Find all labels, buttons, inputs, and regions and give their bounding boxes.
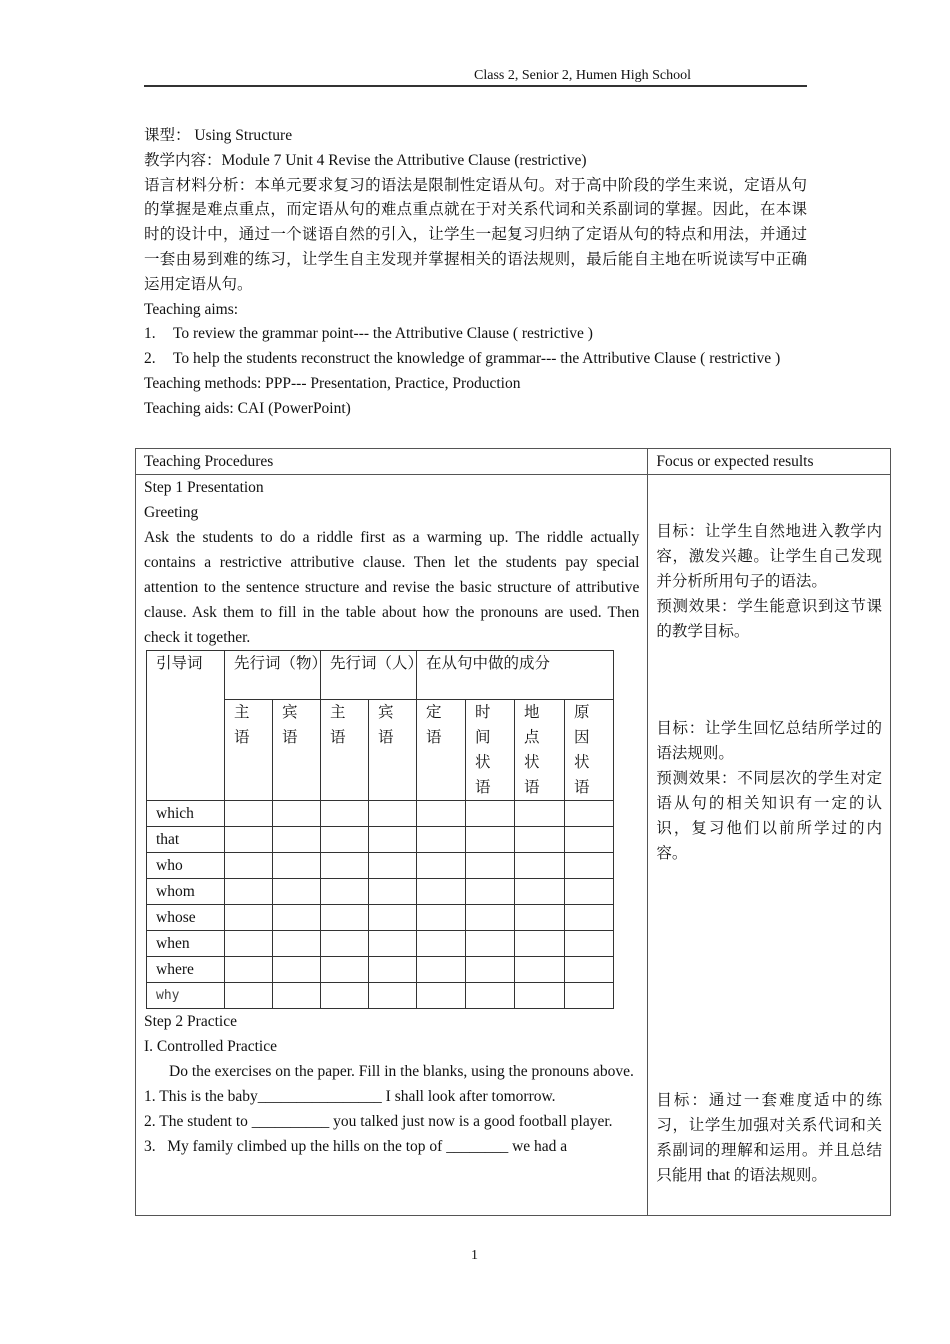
blank-cell [417, 801, 466, 827]
blank-cell [565, 879, 614, 905]
teaching-methods: Teaching methods: PPP--- Presentation, Practice, Production [144, 374, 521, 392]
blank-cell [225, 879, 273, 905]
pronoun-row [147, 905, 614, 931]
group-person: 先行词（人） [321, 651, 417, 700]
blank-cell [515, 905, 565, 931]
col-header-pronoun: 引导词 [147, 651, 225, 801]
pronoun-row [147, 853, 614, 879]
blank-cell [515, 853, 565, 879]
blank-cell [417, 827, 466, 853]
sub-time-adverbial: 时间状语 [466, 700, 515, 801]
blank-cell [417, 853, 466, 879]
blank-cell [515, 801, 565, 827]
blank-cell [369, 879, 417, 905]
blank-cell [565, 931, 614, 957]
pronoun-label: which [147, 801, 225, 827]
aim-text: To review the grammar point--- the Attributive Clause ( restrictive ) [173, 325, 593, 343]
sub-reason-adverbial: 原因状语 [565, 700, 614, 801]
blank-cell [515, 879, 565, 905]
blank-cell [321, 879, 369, 905]
header-focus: Focus or expected results [648, 449, 891, 475]
lesson-intro [144, 124, 807, 422]
blank-cell [565, 905, 614, 931]
blank-cell [515, 957, 565, 983]
blank-cell [225, 983, 273, 1009]
blank-cell [225, 827, 273, 853]
blank-cell [273, 905, 321, 931]
blank-cell [321, 983, 369, 1009]
pronoun-label: where [147, 957, 225, 983]
lesson-content: 教学内容：Module 7 Unit 4 Revise the Attributive Clause (restrictive) [144, 151, 587, 169]
focus-block-2-goal: 目标：让学生回忆总结所学过的语法规则。 [656, 720, 882, 762]
step2-title: Step 2 Practice [144, 1013, 237, 1030]
material-analysis: 语言材料分析：本单元要求复习的语法是限制性定语从句。对于高中阶段的学生来说，定语从句的掌握是难点重点，而定语从句的难点重点就在于对关系代词和关系副词的掌握。因此，在本课时的设计中，通过一个谜语自然的引入，让学生一起复习归纳了定语从句的特点和用法，并通过一套由易到难的练习，让学生自主发现并掌握相关的语法规则，最后能自主地在听说读写中正确运用定语从句。 [144, 176, 807, 293]
focus-block-2-expect: 预测效果：不同层次的学生对定语从句的相关知识有一定的认识，复习他们以前所学过的内容。 [656, 770, 882, 862]
pronoun-label: that [147, 827, 225, 853]
blank-cell [273, 957, 321, 983]
blank-cell [565, 853, 614, 879]
blank-cell [321, 931, 369, 957]
blank-cell [369, 957, 417, 983]
blank-cell [369, 905, 417, 931]
exercise-item: 3. My family climbed up the hills on the top of ________ we had a [144, 1138, 568, 1155]
blank-cell [417, 905, 466, 931]
step2-subtitle: I. Controlled Practice [144, 1038, 277, 1055]
blank-cell [225, 905, 273, 931]
sub-attributive: 定语 [417, 700, 466, 801]
pronoun-row [147, 957, 614, 983]
pronoun-label: when [147, 931, 225, 957]
blank-cell [273, 931, 321, 957]
sub-place-adverbial: 地点状语 [515, 700, 565, 801]
procedures-table [135, 448, 891, 1216]
blank-cell [466, 931, 515, 957]
blank-cell [321, 957, 369, 983]
blank-cell [321, 801, 369, 827]
blank-cell [565, 983, 614, 1009]
pronoun-label: whom [147, 879, 225, 905]
aim-number: 2. [144, 350, 156, 368]
blank-cell [515, 983, 565, 1009]
blank-cell [273, 827, 321, 853]
pronoun-table [146, 650, 614, 1009]
blank-cell [466, 853, 515, 879]
blank-cell [466, 983, 515, 1009]
blank-cell [369, 853, 417, 879]
step2-instruction: Do the exercises on the paper. Fill in the blanks, using the pronouns above. [169, 1063, 634, 1080]
blank-cell [225, 957, 273, 983]
pronoun-label: why [147, 983, 225, 1009]
pronoun-label: who [147, 853, 225, 879]
blank-cell [417, 957, 466, 983]
sub-person-object: 宾语 [369, 700, 417, 801]
page-header: Class 2, Senior 2, Humen High School [474, 68, 691, 83]
aim-item [144, 347, 807, 372]
exercise-item: 2. The student to __________ you talked just now is a good football player. [144, 1113, 613, 1130]
pronoun-row [147, 827, 614, 853]
blank-cell [515, 931, 565, 957]
blank-cell [273, 879, 321, 905]
blank-cell [225, 931, 273, 957]
blank-cell [321, 905, 369, 931]
pronoun-header-row [147, 651, 614, 700]
pronoun-row [147, 983, 614, 1009]
pronoun-row [147, 931, 614, 957]
step1-title: Step 1 Presentation [144, 479, 264, 496]
exercise-item: 1. This is the baby________________ I shall look after tomorrow. [144, 1088, 556, 1105]
aim-number: 1. [144, 325, 156, 343]
spacer [656, 866, 882, 1088]
blank-cell [321, 853, 369, 879]
blank-cell [273, 801, 321, 827]
header-procedures: Teaching Procedures [136, 449, 648, 475]
step1-subtitle: Greeting [144, 504, 199, 521]
procedures-body-row [136, 475, 891, 1216]
blank-cell [273, 853, 321, 879]
group-role: 在从句中做的成分 [417, 651, 614, 700]
blank-cell [225, 801, 273, 827]
focus-block-1-goal: 目标：让学生自然地进入教学内容，激发兴趣。让学生自己发现并分析所用句子的语法。 [656, 523, 882, 590]
group-thing: 先行词（物） [225, 651, 321, 700]
header-rule [144, 85, 807, 87]
focus-block-1-expect: 预测效果：学生能意识到这节课的教学目标。 [656, 598, 882, 640]
teaching-aids: Teaching aids: CAI (PowerPoint) [144, 399, 351, 417]
sub-thing-subject: 主语 [225, 700, 273, 801]
blank-cell [466, 801, 515, 827]
blank-cell [369, 931, 417, 957]
blank-cell [515, 827, 565, 853]
sub-person-subject: 主语 [321, 700, 369, 801]
focus-cell [648, 475, 891, 1216]
pronoun-row [147, 879, 614, 905]
pronoun-row [147, 801, 614, 827]
blank-cell [565, 827, 614, 853]
procedures-header-row [136, 449, 891, 475]
blank-cell [466, 879, 515, 905]
blank-cell [321, 827, 369, 853]
blank-cell [466, 827, 515, 853]
aim-item [144, 322, 807, 347]
blank-cell [565, 801, 614, 827]
blank-cell [369, 827, 417, 853]
blank-cell [273, 983, 321, 1009]
aim-text: To help the students reconstruct the knowledge of grammar--- the Attributive Clause ( restrictive ) [173, 350, 781, 368]
blank-cell [466, 957, 515, 983]
pronoun-label: whose [147, 905, 225, 931]
blank-cell [225, 853, 273, 879]
sub-thing-object: 宾语 [273, 700, 321, 801]
spacer [656, 644, 882, 716]
blank-cell [466, 905, 515, 931]
blank-cell [565, 957, 614, 983]
lesson-type: 课型： Using Structure [144, 127, 293, 144]
blank-cell [417, 983, 466, 1009]
blank-cell [417, 879, 466, 905]
aims-title: Teaching aims: [144, 300, 239, 318]
step1-description: Ask the students to do a riddle first as a warming up. The riddle actually contains a restrictive attributive clause. Then let the students pay special attention to the sentence structure and revise the basic structure of attributive clause. Ask them to fill in the table about how the pronouns are used. Then check it together. [144, 529, 640, 646]
page-number: 1 [471, 1248, 478, 1263]
procedures-cell [136, 475, 648, 1216]
focus-block-3-goal: 目标：通过一套难度适中的练习，让学生加强对关系代词和关系副词的理解和运用。并且总结只能用 that 的语法规则。 [656, 1092, 882, 1184]
spacer [656, 475, 882, 519]
blank-cell [369, 983, 417, 1009]
blank-cell [417, 931, 466, 957]
blank-cell [369, 801, 417, 827]
